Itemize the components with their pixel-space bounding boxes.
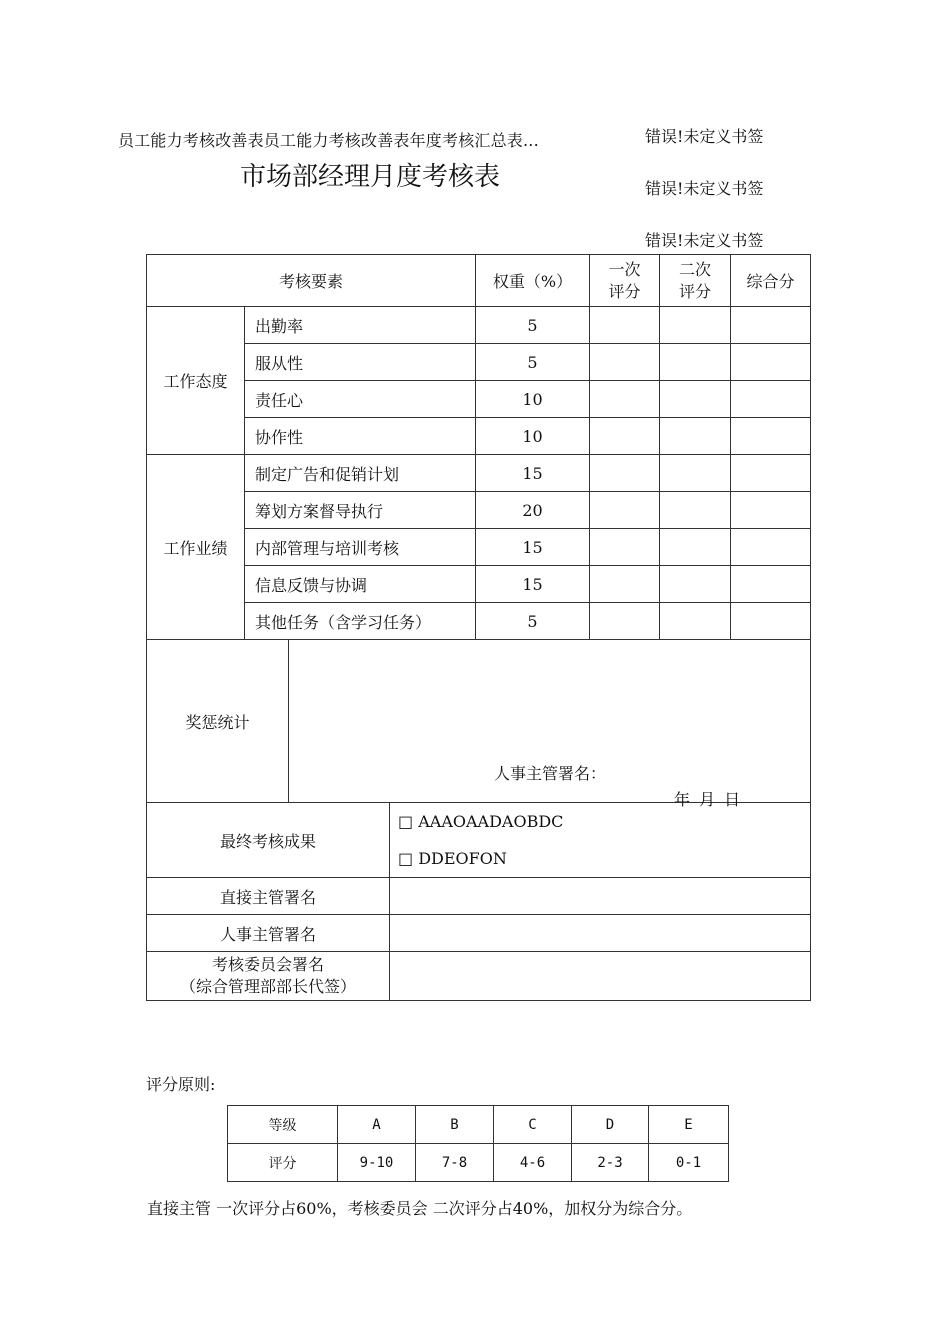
score-header: 评分 [228, 1144, 338, 1182]
rewards-label: 奖惩统计 [147, 640, 289, 803]
final-result-label: 最终考核成果 [147, 803, 390, 878]
item-label: 责任心 [245, 381, 476, 418]
grade-cell: A [338, 1106, 416, 1144]
second-score-cell[interactable] [660, 529, 731, 566]
second-score-cell[interactable] [660, 344, 731, 381]
score-range-cell: 7-8 [416, 1144, 494, 1182]
item-label: 协作性 [245, 418, 476, 455]
item-label: 信息反馈与协调 [245, 566, 476, 603]
score-range-cell: 2-3 [572, 1144, 649, 1182]
breadcrumb: 员工能力考核改善表员工能力考核改善表年度考核汇总表... [118, 131, 539, 150]
item-weight: 5 [476, 344, 590, 381]
item-weight: 5 [476, 307, 590, 344]
item-weight: 10 [476, 381, 590, 418]
grade-cell: B [416, 1106, 494, 1144]
score-range-cell: 0-1 [649, 1144, 729, 1182]
page-title: 市场部经理月度考核表 [240, 162, 501, 192]
total-score-cell[interactable] [731, 492, 811, 529]
total-score-cell[interactable] [731, 307, 811, 344]
first-score-cell[interactable] [590, 344, 660, 381]
second-score-cell[interactable] [660, 492, 731, 529]
total-score-cell[interactable] [731, 381, 811, 418]
first-score-cell[interactable] [590, 455, 660, 492]
committee-signature-field[interactable] [390, 952, 811, 1001]
scoring-principles-label: 评分原则: [146, 1075, 216, 1094]
grade-cell: C [494, 1106, 572, 1144]
second-score-cell[interactable] [660, 566, 731, 603]
weighting-note: 直接主管 一次评分占60%，考核委员会 二次评分占40%，加权分为综合分。 [147, 1199, 693, 1218]
first-score-cell[interactable] [590, 492, 660, 529]
header-weight: 权重（%） [476, 255, 590, 307]
item-weight: 20 [476, 492, 590, 529]
item-label: 内部管理与培训考核 [245, 529, 476, 566]
total-score-cell[interactable] [731, 344, 811, 381]
second-score-cell[interactable] [660, 381, 731, 418]
first-score-cell[interactable] [590, 418, 660, 455]
item-weight: 15 [476, 529, 590, 566]
first-score-cell[interactable] [590, 603, 660, 640]
item-weight: 15 [476, 566, 590, 603]
total-score-cell[interactable] [731, 418, 811, 455]
first-score-cell[interactable] [590, 307, 660, 344]
header-second-score: 二次 评分 [660, 255, 731, 307]
item-weight: 5 [476, 603, 590, 640]
total-score-cell[interactable] [731, 529, 811, 566]
second-score-cell[interactable] [660, 307, 731, 344]
total-score-cell[interactable] [731, 455, 811, 492]
item-weight: 10 [476, 418, 590, 455]
error-bookmark-1: 错误!未定义书签 [645, 127, 764, 146]
final-option-1[interactable]: □ AAAOAADAOBDC [398, 812, 564, 831]
item-label: 服从性 [245, 344, 476, 381]
total-score-cell[interactable] [731, 603, 811, 640]
rewards-signature-label: 人事主管署名： [494, 763, 607, 783]
hr-supervisor-signature-label: 人事主管署名 [147, 915, 390, 952]
second-score-cell[interactable] [660, 455, 731, 492]
rewards-cell[interactable] [289, 640, 811, 809]
score-range-cell: 4-6 [494, 1144, 572, 1182]
error-bookmark-2: 错误!未定义书签 [645, 179, 764, 198]
item-label: 制定广告和促销计划 [245, 455, 476, 492]
hr-supervisor-signature-field[interactable] [390, 915, 811, 952]
final-option-2[interactable]: □ DDEOFON [398, 849, 507, 868]
grade-cell: D [572, 1106, 649, 1144]
committee-signature-label: 考核委员会署名 （综合管理部部长代签） [147, 952, 390, 1001]
second-score-cell[interactable] [660, 418, 731, 455]
score-range-cell: 9-10 [338, 1144, 416, 1182]
second-score-cell[interactable] [660, 603, 731, 640]
direct-supervisor-signature-field[interactable] [390, 878, 811, 915]
item-label: 筹划方案督导执行 [245, 492, 476, 529]
direct-supervisor-signature-label: 直接主管署名 [147, 878, 390, 915]
item-label: 出勤率 [245, 307, 476, 344]
scoring-table [227, 1105, 729, 1182]
first-score-cell[interactable] [590, 566, 660, 603]
assessment-table [146, 254, 811, 1001]
group-attitude: 工作态度 [147, 307, 245, 455]
grade-header: 等级 [228, 1106, 338, 1144]
header-factors: 考核要素 [147, 255, 476, 307]
item-weight: 15 [476, 455, 590, 492]
first-score-cell[interactable] [590, 529, 660, 566]
group-performance: 工作业绩 [147, 455, 245, 640]
item-label: 其他任务（含学习任务） [245, 603, 476, 640]
header-first-score: 一次 评分 [590, 255, 660, 307]
header-total: 综合分 [731, 255, 811, 307]
first-score-cell[interactable] [590, 381, 660, 418]
rewards-date-label: 年 月 日 [674, 789, 741, 809]
grade-cell: E [649, 1106, 729, 1144]
total-score-cell[interactable] [731, 566, 811, 603]
error-bookmark-3: 错误!未定义书签 [645, 231, 764, 250]
